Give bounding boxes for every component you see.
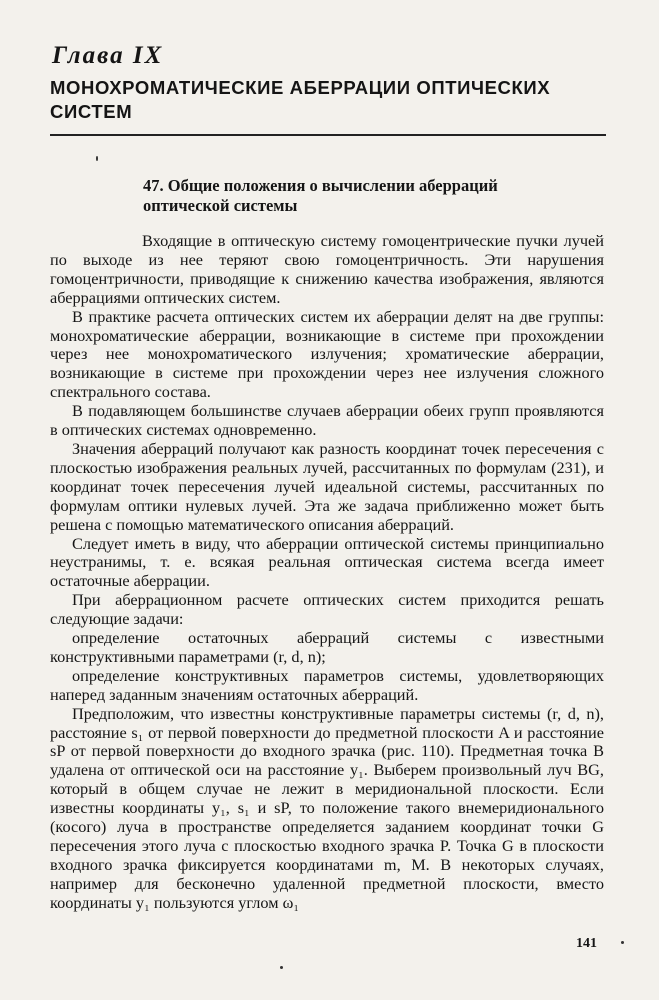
paragraph: определение конструктивных параметров системы, удовлетворяющих наперед заданным значениям остаточных аберраций.: [50, 665, 604, 704]
print-speck: [96, 156, 98, 161]
paragraph: Значения аберраций получают как разность координат точек пересечения с плоскостью изображения реальных лучей, рассчитанных по формулам (231), и координат точек пересечения лучей идеальной системы, рассчитанных по формулам оптики нулевых лучей. Эта же задача приближенно может быть решена с помощью математического описания аберраций.: [50, 438, 604, 534]
print-speck: [621, 941, 624, 944]
divider-rule: [50, 134, 606, 136]
paragraph: Предположим, что известны конструктивные параметры системы (r, d, n), расстояние s₁ от первой поверхности до предметной плоскости A и расстояние sP от первой поверхности до входного зрачка (рис. 110). Предметная точка B удалена от оптической оси на расстояние y₁. Выберем произвольный луч BG, который в общем случае не лежит в меридиональной плоскости. Если известны координаты y₁, s₁ и sP, то положение такого внемеридионального (косого) луча в пространстве определяется заданием координат точки G пересечения этого луча с плоскостью входного зрачка P. Точка G в плоскости входного зрачка фиксируется координатами m, M. В некоторых случаях, например для бесконечно удаленной предметной плоскости, вместо координаты y₁ пользуются углом ω₁: [50, 703, 604, 912]
paragraph: В подавляющем большинстве случаев аберрации обеих групп проявляются в оптических системах одновременно.: [50, 401, 604, 440]
paragraph: Входящие в оптическую систему гомоцентрические пучки лучей по выходе из нее теряют свою гомоцентричность. Эти нарушения гомоцентричности, приводящие к снижению качества изображения, являются аберрациями оптических систем.: [50, 231, 604, 307]
chapter-title: МОНОХРОМАТИЧЕСКИЕ АБЕРРАЦИИ ОПТИЧЕСКИХ СИСТЕМ: [50, 77, 551, 122]
chapter-label: Глава IX: [52, 42, 164, 69]
page-number: 141: [576, 936, 597, 951]
paragraph: определение остаточных аберраций системы с известными конструктивными параметрами (r, d, n);: [50, 628, 604, 666]
paragraph: Следует иметь в виду, что аберрации оптической системы принципиально неустранимы, т. е. всякая реальная оптическая система всегда имеет остаточные аберрации.: [50, 533, 604, 591]
paragraph: В практике расчета оптических систем их аберрации делят на две группы: монохроматические аберрации, возникающие в системе при прохождении через нее монохроматического излучения; хроматические аберрации, возникающие в системе при прохождении через нее излучения сложного спектрального состава.: [50, 306, 604, 402]
body-text: [50, 232, 604, 913]
print-speck: [280, 966, 283, 969]
section-title: 47. Общие положения о вычислении аберраций оптической системы: [143, 176, 498, 215]
paragraph: При аберрационном расчете оптических систем приходится решать следующие задачи:: [50, 590, 604, 629]
